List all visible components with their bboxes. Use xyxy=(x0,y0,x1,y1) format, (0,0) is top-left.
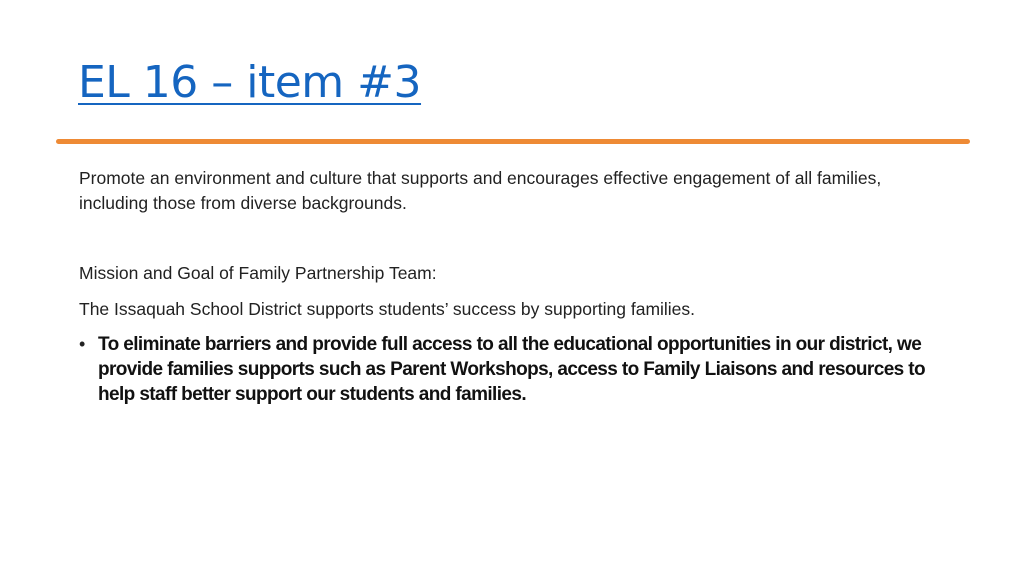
slide-body xyxy=(79,166,959,407)
bullet-marker: • xyxy=(79,334,86,354)
slide-title: EL 16 – item #3 xyxy=(78,57,422,108)
title-divider xyxy=(56,139,970,144)
mission-statement: The Issaquah School District supports students’ success by supporting families. xyxy=(79,299,696,319)
bullet-list xyxy=(79,332,959,407)
list-item xyxy=(79,332,940,407)
bullet-text: To eliminate barriers and provide full access to all the educational opportunities in our district, we provide families supports such as Parent Workshops, access to Family Liaisons and resources to help staff better support our students and families. xyxy=(98,334,926,405)
intro-paragraph: Promote an environment and culture that supports and encourages effective engagement of all families, including those from diverse backgrounds. xyxy=(79,168,882,213)
mission-heading: Mission and Goal of Family Partnership Team: xyxy=(79,263,437,283)
